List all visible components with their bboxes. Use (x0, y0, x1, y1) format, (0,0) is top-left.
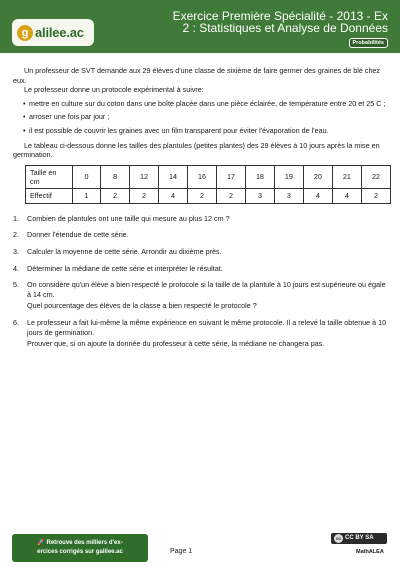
table-cell: 3 (274, 188, 303, 203)
promo-link[interactable] (12, 534, 148, 562)
table-cell: 0 (72, 165, 101, 188)
table-cell: 4 (332, 188, 361, 203)
license-badge[interactable] (331, 533, 387, 544)
table-cell: 18 (245, 165, 274, 188)
table-row-counts (26, 188, 391, 203)
logo-text: alilee.ac (35, 25, 84, 40)
table-header-size: Taille en cm (26, 165, 73, 188)
table-cell: 22 (361, 165, 390, 188)
protocol-item: • mettre en culture sur du coton dans une boîte placée dans une pièce éclairée, de température entre 20 et 25 C ; (23, 99, 391, 109)
mathalea-brand: MathALEA (356, 549, 384, 555)
table-cell: 16 (187, 165, 216, 188)
question-number: 1. (13, 213, 19, 223)
table-cell: 2 (101, 188, 130, 203)
question-number: 2. (13, 230, 19, 240)
galilee-logo[interactable] (12, 19, 94, 46)
table-cell: 14 (159, 165, 188, 188)
exercise-body (13, 66, 391, 356)
question-item (13, 264, 391, 274)
question-list (13, 214, 391, 349)
question-item (13, 214, 391, 224)
galilee-logo-icon: g (17, 25, 33, 41)
table-cell: 19 (274, 165, 303, 188)
question-number: 3. (13, 246, 19, 256)
question-number: 6. (13, 317, 19, 327)
table-cell: 3 (245, 188, 274, 203)
question-text: On considère qu'un élève a bien respecté le protocole si la taille de la plantule à 10 jours est supérieure ou égale à 14 cm. (27, 280, 386, 299)
question-text: Le professeur a fait lui-même la même expérience en suivant le même protocole. Il a relevé la taille obtenue à 10 jours de germination. (27, 317, 387, 337)
question-text: Combien de plantules ont une taille qui mesure au plus 12 cm ? (27, 213, 230, 223)
question-item (13, 247, 391, 257)
question-subtext: Quel pourcentage des élèves de la classe a bien respecté le protocole ? (27, 301, 257, 311)
table-row-sizes (26, 165, 391, 188)
question-text: Donner l'étendue de cette série. (27, 230, 129, 240)
question-text: Déterminer la médiane de cette série et interpréter le résultat. (27, 263, 223, 273)
table-cell: 21 (332, 165, 361, 188)
question-number: 5. (13, 280, 19, 290)
data-table (25, 165, 391, 204)
table-cell: 2 (187, 188, 216, 203)
table-cell: 2 (361, 188, 390, 203)
table-cell: 12 (130, 165, 159, 188)
protocol-item: • arroser une fois par jour ; (23, 112, 391, 122)
table-cell: 20 (303, 165, 332, 188)
promo-line-1: 🚀 Retrouve des milliers d'ex- (37, 540, 123, 546)
question-text: Calculer la moyenne de cette série. Arrondir au dixième près. (27, 246, 222, 256)
table-cell: 4 (159, 188, 188, 203)
table-header-count: Effectif (26, 188, 73, 203)
exercise-title-line2: 2 : Statistiques et Analyse de Données (182, 21, 388, 35)
cc-icon: cc (335, 536, 341, 541)
intro-paragraph-1: Un professeur de SVT demande aux 29 élèves d'une classe de sixième de faire germer des graines de blé chez eux. (13, 66, 381, 85)
table-cell: 2 (216, 188, 245, 203)
question-item (13, 230, 391, 240)
page-number: Page 1 (170, 548, 193, 555)
question-subtext: Prouver que, si on ajoute la donnée du professeur à cette série, la médiane ne changera pas. (27, 339, 325, 349)
license-text: CC BY SA (345, 535, 374, 541)
exercise-title-line1: Exercice Première Spécialité - 2013 - Ex (172, 9, 388, 23)
topic-badge: Probabilités (349, 38, 388, 48)
question-number: 4. (13, 263, 19, 273)
table-cell: 8 (101, 165, 130, 188)
intro-paragraph-3: Le tableau ci-dessous donne les tailles des plantules (petites plantes) des 29 élèves à 10 jours après la mise en germination. (13, 140, 380, 160)
exercise-title (148, 10, 388, 34)
table-cell: 2 (130, 188, 159, 203)
question-item (13, 318, 391, 349)
page-header (0, 0, 400, 53)
protocol-list (23, 99, 391, 136)
intro-paragraph-2: Le professeur donne un protocole expérimental à suivre: (24, 85, 204, 95)
protocol-item: • il est possible de couvrir les graines avec un film transparent pour éviter l'évaporation de l'eau. (23, 126, 391, 136)
question-item (13, 280, 391, 311)
table-cell: 1 (72, 188, 101, 203)
promo-line-2: ercices corrigés sur galilee.ac (37, 549, 123, 555)
table-cell: 17 (216, 165, 245, 188)
table-cell: 4 (303, 188, 332, 203)
